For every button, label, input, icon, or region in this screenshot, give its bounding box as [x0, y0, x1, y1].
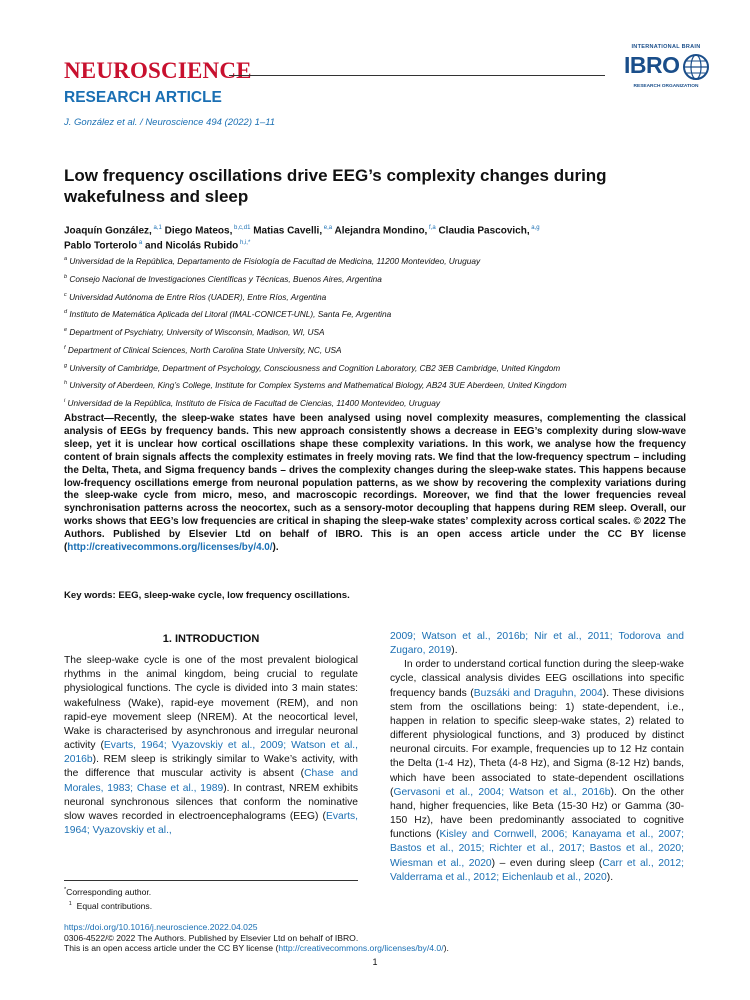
author-name[interactable]: Diego Mateos, — [164, 225, 233, 237]
author-affil-marker[interactable]: a,g — [529, 225, 540, 231]
author-affil-marker[interactable]: h,i,* — [238, 240, 251, 247]
body-column-right — [390, 630, 684, 885]
author-list — [64, 222, 704, 253]
citation-ref[interactable]: Chase and Morales, 1983; Chase et al., 1989 — [64, 768, 358, 794]
footnote-rule — [64, 880, 358, 881]
affiliation-item: $^e$ Department of Psychiatry, University of Wisconsin, Madison, WI, USA — [64, 326, 325, 337]
author-name[interactable]: Joaquín González, — [64, 225, 152, 237]
paragraph: 2009; Watson et al., 2016b; Nir et al., 2011; Todorova and Zugaro, 2019). — [390, 631, 684, 657]
footnotes — [64, 884, 152, 912]
journal-name: NEUROSCIENCE — [64, 58, 252, 83]
author-name[interactable]: Pablo Torterolo — [64, 240, 138, 252]
header-rule — [229, 75, 605, 76]
affiliation-item: $^f$ Department of Clinical Sciences, North Carolina State University, NC, USA — [64, 344, 342, 355]
abstract-body: Abstract—Recently, the sleep-wake states have been analysed using novel complexity measures, complementing the classical analysis of EEGs by frequency bands. This new approach consistently shows a decrease in EEG’s complexity during slow-wave sleep, yet it is unclear how cortical oscillations shape these complexity variations. In this work, we analyse how the frequency content of brain signals affects the complexity estimates in freely moving rats. We find that the low-frequency spectrum – including the Delta, Theta, and Sigma frequency bands – drives the complexity changes during the sleep-wake states. This happens because low-frequency oscillations emerge from neuronal population patterns, as we show by recovering the complexity variations during the sleep-wake cycle from micro, meso, and macroscopic recordings. Moreover, we find that the lower frequencies reveal synchronisation patterns across the neocortex, such as a sensory-motor decoupling that happens during REM sleep. Overall, our works shows that EEG’s low frequencies are critical in shaping the sleep-wake states’ complexity across cortical scales. © 2022 The Authors. Published by Elsevier Ltd on behalf of IBRO. This is an open access article under the CC BY license ( — [64, 413, 686, 554]
corresponding-author-note: *Corresponding author. — [64, 886, 152, 897]
citation-ref[interactable]: Carr et al., 2012; Valderrama et al., 2012; Eichenlaub et al., 2020 — [390, 857, 684, 883]
affiliations — [64, 251, 714, 411]
logo-word: IBRO — [624, 52, 680, 78]
open-access-line: This is an open access article under the CC BY license (http://creativecommons.org/licenses/by/4.0/). — [64, 943, 449, 953]
publication-info — [64, 922, 449, 954]
author-name[interactable]: Claudia Pascovich, — [438, 225, 530, 237]
abstract — [64, 413, 686, 555]
article-type: RESEARCH ARTICLE — [64, 89, 222, 106]
citation-link[interactable]: J. González et al. / Neuroscience 494 (2022) 1–11 — [64, 117, 276, 128]
author-name[interactable]: and Nicolás Rubido — [144, 240, 239, 252]
citation-ref[interactable]: Evarts, 1964; Vyazovskiy et al., — [64, 810, 358, 837]
logo-top-text: INTERNATIONAL BRAIN — [631, 44, 701, 50]
affiliation-item: $^h$ University of Aberdeen, King’s College, Institute for Complex Systems and Mathematical Biology, AB24 3UE Aberdeen, United Kingdom — [64, 380, 567, 391]
citation-ref[interactable]: Gervasoni et al., 2004; Watson et al., 2016b — [393, 786, 611, 798]
citation-ref[interactable]: Buzsáki and Draguhn, 2004 — [473, 687, 603, 699]
ibro-logo — [620, 44, 712, 94]
author-affil-marker[interactable]: a — [137, 240, 143, 247]
paragraph: The sleep-wake cycle is one of the most prevalent biological rhythms in the animal kingdom, being crucial to regulate physiological functions. The cycle is divided into 3 main states: wakefulness (Wake), rapid-eye movement (REM), and non rapid-eye movement sleep (NREM). At the neocortical level, Wake is characterised by asynchronous and irregular neuronal activity (Evarts, 1964; Vyazovskiy et al., 2009; Watson et al., 2016b). REM sleep is strikingly similar to Wake’s activity, with the difference that muscular activity is absent (Chase and Morales, 1983; Chase et al., 1989). In contrast, NREM exhibits neuronal synchronous silences that conform the nominative slow waves recorded in electroencephalograms (EEG) (Evarts, 1964; Vyazovskiy et al., — [64, 655, 358, 837]
paragraph: In order to understand cortical function during the sleep-wake cycle, classical analysis divides EEG oscillations into specific frequency bands (Buzsáki and Draguhn, 2004). These divisions stem from the oscillations being: 1) state-dependent, i.e., happen in relation to specific sleep-wake states, 2) related to different physiological functions, and 3) produced by distinct neuronal circuits. For example, frequencies up to 12 Hz contain the Delta (1-4 Hz), Theta (4-8 Hz), and Sigma (8-12 Hz) bands, which have been associated to state-dependent oscillations (Gervasoni et al., 2004; Watson et al., 2016b). On the other hand, higher frequencies, like Beta (15-30 Hz) or Gamma (30-150 Hz), have been predominantly associated to cognitive functions (Kisley and Cornwell, 2006; Kanayama et al., 2007; Bastos et al., 2015; Richter et al., 2017; Bastos et al., 2020; Wiesman et al., 2020) – even during sleep (Carr et al., 2012; Valderrama et al., 2012; Eichenlaub et al., 2020). — [390, 659, 684, 883]
issn-line: 0306-4522/© 2022 The Authors. Published by Elsevier Ltd on behalf of IBRO. — [64, 932, 359, 943]
page-number: 1 — [372, 957, 378, 967]
author-affil-marker[interactable]: e,a — [322, 225, 333, 231]
affiliation-item: $^c$ Universidad Autónoma de Entre Ríos (UADER), Entre Ríos, Argentina — [64, 291, 327, 302]
affiliation-item: $^d$ Instituto de Matemática Aplicada del Litoral (IMAL-CONICET-UNL), Santa Fe, Argentina — [64, 309, 392, 320]
logo-bottom-text: RESEARCH ORGANIZATION — [633, 84, 699, 89]
author-affil-marker[interactable]: a,1 — [151, 225, 162, 231]
affiliation-item: $^i$ Universidad de la República, Instituto de Física de Facultad de Ciencias, 11400 Montevideo, Uruguay — [64, 397, 441, 408]
body-column-left — [64, 632, 358, 838]
author-affil-marker[interactable]: f,a — [427, 225, 436, 231]
article-title: Low frequency oscillations drive EEG’s complexity changes during wakefulness and sleep — [64, 166, 607, 206]
affiliation-item: $^g$ University of Cambridge, Department of Psychology, Consciousness and Cognition Laboratory, CB2 3EB Cambridge, United Kingdom — [64, 362, 561, 373]
author-name[interactable]: Alejandra Mondino, — [334, 225, 428, 237]
license-link[interactable]: http://creativecommons.org/licenses/by/4.0/ — [67, 542, 273, 554]
affiliation-item: $^a$ Universidad de la República, Departamento de Fisiología de Facultad de Medicina, 11200 Montevideo, Uruguay — [64, 255, 481, 266]
section-heading: 1. INTRODUCTION — [162, 633, 260, 645]
affiliation-item: $^b$ Consejo Nacional de Investigaciones Científicas y Técnicas, Buenos Aires, Argentina — [64, 273, 382, 284]
oa-license-link[interactable]: http://creativecommons.org/licenses/by/4.0/ — [278, 943, 444, 953]
abstract-tail: ). — [272, 542, 279, 554]
globe-icon — [682, 53, 710, 81]
keywords: Key words: EEG, sleep-wake cycle, low frequency oscillations. — [64, 590, 350, 601]
citation-ref[interactable]: Kisley and Cornwell, 2006; Kanayama et al., 2007; Bastos et al., 2015; Richter et al., 2017; Bastos et al., 2020; Wiesman et al., 2020 — [390, 829, 684, 869]
author-affil-marker[interactable]: b,c,d1 — [232, 225, 251, 231]
citation-ref[interactable]: Evarts, 1964; Vyazovskiy et al., 2009; Watson et al., 2016b — [64, 740, 358, 766]
citation-ref[interactable]: 2009; Watson et al., 2016b; Nir et al., 2011; Todorova and Zugaro, 2019 — [390, 631, 684, 657]
equal-contribution-note: $^1$ Equal contributions. — [68, 900, 153, 911]
doi-link[interactable]: https://doi.org/10.1016/j.neuroscience.2022.04.025 — [64, 922, 258, 932]
author-name[interactable]: Matias Cavelli, — [253, 225, 323, 237]
